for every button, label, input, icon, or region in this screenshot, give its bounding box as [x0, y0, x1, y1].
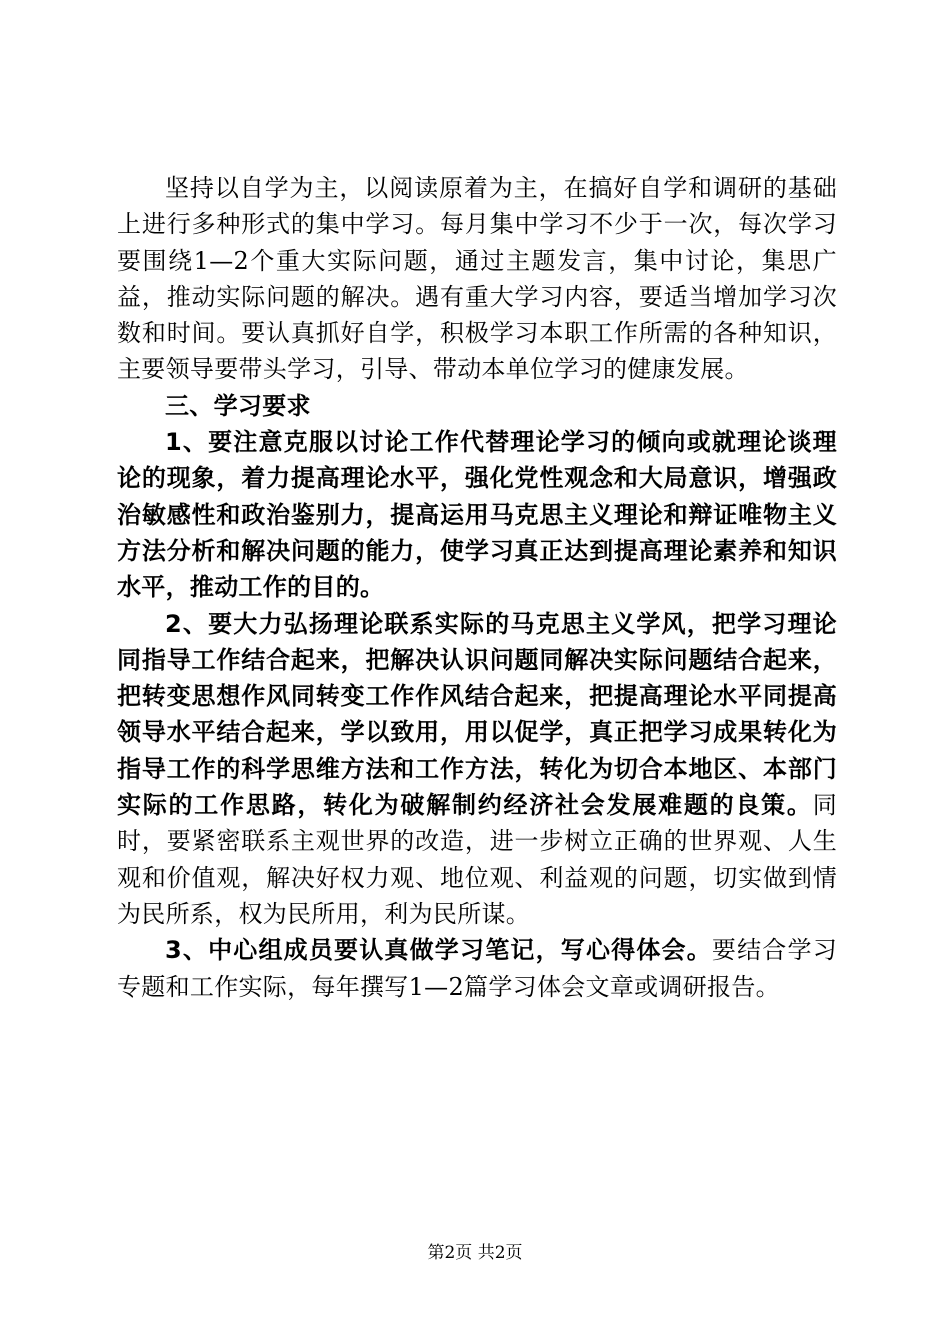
requirement-3-bold-run: 3、中心组成员要认真做学习笔记，写心得体会。: [165, 936, 712, 965]
paragraph-study-method: 坚持以自学为主，以阅读原着为主，在搞好自学和调研的基础上进行多种形式的集中学习。每月集中学习不少于一次，每次学习要围绕1—2个重大实际问题，通过主题发言，集中讨论，集思广益，推动实际问题的解决。遇有重大学习内容，要适当增加学习次数和时间。要认真抓好自学，积极学习本职工作所需的各种知识，主要领导要带头学习，引导、带动本单位学习的健康发展。: [117, 174, 837, 384]
paragraph-requirement-1: 1、要注意克服以讨论工作代替理论学习的倾向或就理论谈理论的现象，着力提高理论水平，强化党性观念和大局意识，增强政治敏感性和政治鉴别力，提高运用马克思主义理论和辩证唯物主义方法分析和解决问题的能力，使学习真正达到提高理论素养和知识水平，推动工作的目的。: [117, 428, 837, 602]
document-body: [117, 170, 837, 1005]
requirement-3-light-run: 要结合学习专题和工作实际，每年撰写1—2篇学习体会文章或调研报告。: [117, 936, 837, 1001]
requirement-2-light-run: 同时，要紧密联系主观世界的改造，进一步树立正确的世界观、人生观和价值观，解决好权力观、地位观、利益观的问题，切实做到情为民所系，权为民所用，利为民所谋。: [117, 791, 837, 928]
paragraph-requirement-2: [117, 606, 837, 933]
paragraph-requirement-3: [117, 932, 837, 1005]
section-heading-study-requirements: 三、学习要求: [165, 391, 311, 420]
requirement-2-bold-run: 2、要大力弘扬理论联系实际的马克思主义学风，把学习理论同指导工作结合起来，把解决认识问题同解决实际问题结合起来，把转变思想作风同转变工作作风结合起来，把提高理论水平同提高领导水平结合起来，学以致用，用以促学，真正把学习成果转化为指导工作的科学思维方法和工作方法，转化为切合本地区、本部门实际的工作思路，转化为破解制约经济社会发展难题的良策。: [117, 609, 837, 820]
page-number-footer: 第2页 共2页: [427, 1243, 523, 1263]
